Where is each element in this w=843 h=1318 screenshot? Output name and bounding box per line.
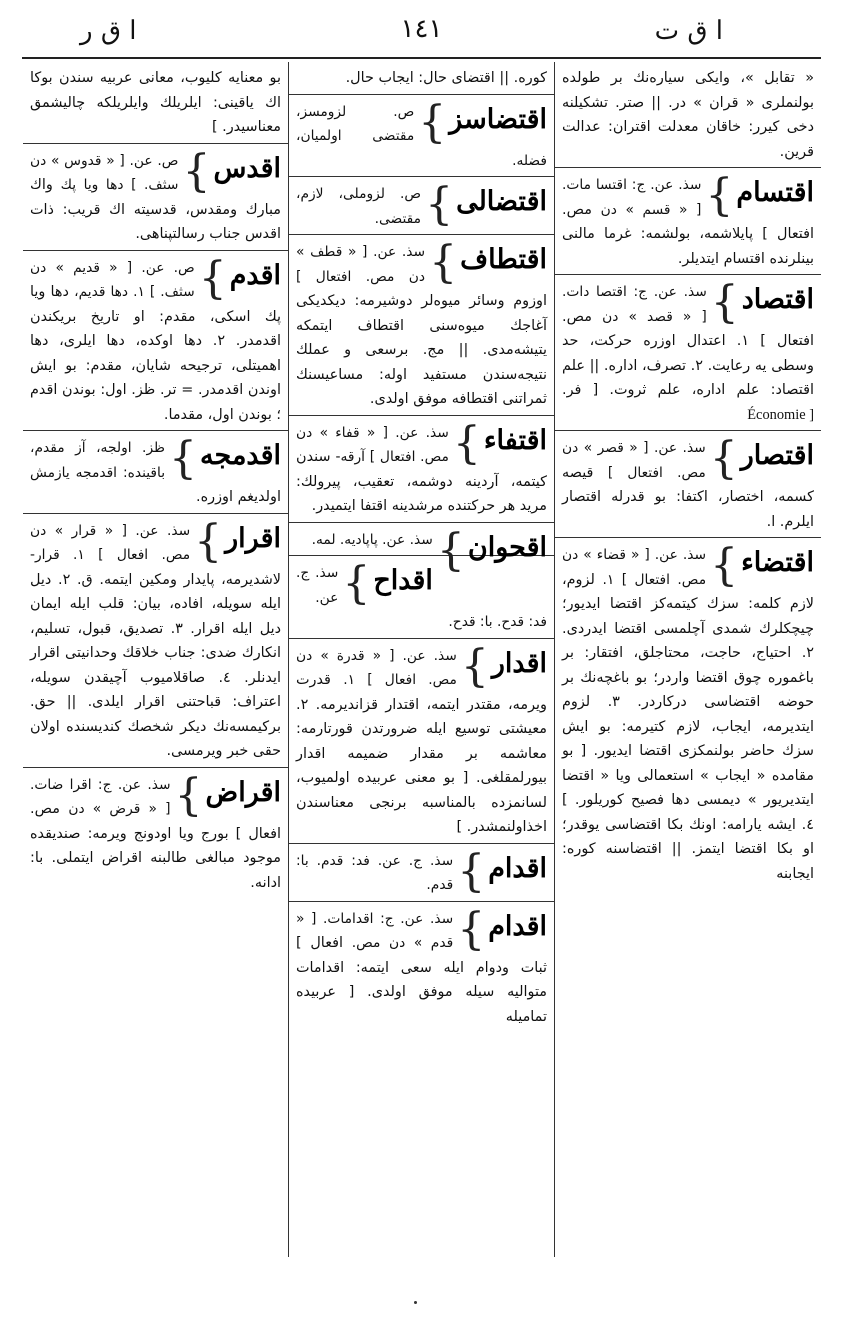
header-right-guide-letters: ا ق ت (654, 16, 723, 46)
brace-glyph: } (452, 417, 481, 469)
brace-glyph: } (429, 237, 458, 288)
header-left-guide-letters: ا ق ر (80, 16, 137, 46)
brace-glyph: } (169, 433, 198, 484)
dictionary-entry (296, 96, 547, 174)
dictionary-entry (562, 433, 814, 534)
entry-grammar: سذ. عن. [ « قفاء » دن مص. افتعال ] آرقه- (296, 424, 449, 465)
entry-definition: قیصه کسمه، اختصار، اکتفا: بو قدرله اقتصار ایلرم. ا. (562, 464, 814, 530)
entry-headword: اقرار (225, 522, 281, 554)
entry-definition: لزوم، لازم کلمه: سزك کیتمه‌کز اقتضا ایدیور؛ چیچکلرك شمدی آچلمسی اقتضا ایدردی. ٢. احتیاج، حاجت، محتاجلق، افتقار: بر باغموره چوق اقتضا واردر؛ بو باغچه‌نك بر حوضه اقتضاسی درکاردر. ٣. لزوم ایتدیرمه، ایجاب، لازم کتیرمه: بو ایش سزك حاضر بولنمکزی اقتضا ایدیور. [ بو مقامده « ایجاب » استعمالی ویا « اقتضا ایتدیریور » دیمسی دها فصیح کوریلور. ] ٤. ایشه یارامه: اونك بکا اقتضاسی یوقدر؛ او بکا اقتضا ایتمز. || اقتضاسنه کوره: ایجابنه (562, 571, 814, 882)
entry-divider (555, 430, 821, 431)
entry-divider (555, 274, 821, 275)
entry-headword: اقتسام (736, 177, 814, 208)
entry-headword: اقتصاد (741, 284, 814, 315)
brace-glyph: } (342, 558, 371, 609)
entry-divider (289, 901, 554, 902)
entry-divider (289, 522, 554, 523)
entry-divider (23, 250, 288, 251)
dictionary-entry (30, 145, 281, 247)
brace-glyph: } (182, 145, 211, 197)
brace-glyph: } (457, 845, 486, 897)
entry-headword: اقتضالی (456, 186, 547, 217)
entry-headword: اقتصار (740, 440, 814, 471)
entry-grammar: سذ. عن. ج: اقتسا مات. [ « قسم » دن (562, 177, 702, 218)
entry-divider (289, 415, 554, 416)
entry-definition: اولدیغم اوزره. (196, 489, 281, 505)
entry-grammar: ظز. اولجه، آز مقدم، باقینده: اقدمجه یازمش (30, 440, 166, 481)
entry-definition: واك مبارك ومقدس، قدسیته اك قریب: ذات اقدس جناب رسالتپناهی. (30, 177, 281, 242)
column-right (555, 62, 821, 1257)
dictionary-entry (296, 640, 547, 840)
entry-definition: مص. افتعال ] ١. اعتدال اوزره حرکت، حد وسطی یه رعایت. ٢. تصرف، اداره. || علم اقتصاد: علم اداره، علم ثروت. [ فر. (562, 308, 815, 398)
entry-divider (23, 430, 288, 431)
brace-glyph: } (709, 433, 738, 484)
dictionary-entry (296, 179, 547, 231)
entry-divider (289, 638, 554, 639)
entry-headword: اقدم (229, 259, 281, 291)
dictionary-entry (562, 540, 814, 886)
entry-grammar: ص. عن. [ « قدوس » دن سثف. ] دها ویا پك (30, 152, 179, 193)
entry-definition: لاشدیرمه، پایدار ومکین ایتمه. ق. ٢. دیل ایله سویله، افاده، بیان: قلب ایله ایمان دیل ایله اقرار. ٣. تصدیق، قبول، تسلیم، انکارك ضدی: جناب خلاقك وحدانیتی اقرار ایدنلر. ٤. صاقلامیوب آچیقدن سویله، اعتراف: قباحتنی اقرار ایلدی. || حق. برکیمسه‌نك دیکر شخصك کندیسنده اولان حقی خبر ویرمسی. (30, 571, 282, 759)
entry-divider (23, 767, 288, 768)
footer-mark (414, 1301, 417, 1304)
entry-definition: « تقابل »، وایکی سیاره‌نك بر طولده بولنملری « قران » در. || صتر. تشکیلنه دخی کیرر: خاقان معدلت اقتران: عدالت قرین. (562, 70, 814, 160)
entry-grammar: سذ. ج. عن. فد: قدم. با: قدم. (296, 852, 454, 893)
brace-glyph: } (460, 640, 489, 692)
column-middle (289, 62, 555, 1257)
entry-definition: سندن کیتمه، آردینه دوشمه، تعقیب، پیرولك: مرید هر حرکتنده مرشدینه اقتفا ایتمیدر. (296, 449, 547, 514)
brace-glyph: } (457, 903, 486, 955)
column-left (23, 62, 289, 1257)
entry-headword: اقداح (373, 565, 433, 596)
entry-divider (289, 234, 554, 235)
entry-grammar: سذ. عن. [ « قضاء » دن مص. افتعال ] ١. (562, 547, 707, 588)
dictionary-entry (562, 170, 814, 271)
dictionary-entry (296, 66, 547, 91)
entry-divider (555, 167, 821, 168)
entry-divider (23, 143, 288, 144)
brace-glyph: } (425, 179, 454, 230)
entry-grammar: سذ. عن. [ « قرار » دن مص. افعال ] ١. قرار- (30, 522, 191, 563)
entry-headword: اقدام (488, 852, 547, 884)
entry-headword: اقحوان (467, 531, 547, 563)
entry-divider (23, 513, 288, 514)
entry-definition: مص. افعال ] بورج ویا اودونج ویرمه: صندیقده موجود مبالغی طالبنه اقراض ایتملی. با: ادانه. (30, 801, 281, 891)
dictionary-entry (296, 558, 547, 635)
entry-definition: دها ویا پك اسکی، مقدم: او تاریخ بریکندن اقدمدر. ٢. دها اوکده، دها ایلری، دها اهمیتلی، ترجیحه شایان، مقدم: بو ایش اوندن اقدمدر. = تر. ظز. اول: بوندن اقدم ؛ بوندن اول، مقدما. (30, 284, 281, 423)
brace-glyph: } (436, 524, 465, 576)
brace-glyph: } (198, 252, 227, 304)
entry-headword: اقدار (491, 647, 547, 679)
entry-grammar: ص. لزوملی، لازم، مقتضی. (296, 186, 422, 227)
brace-glyph: } (710, 540, 739, 591)
entry-definition: بو معنایه کلیوب، معانی عربیه سندن بوکا اك یاقینی: ایلریلك وایلریلکه چالیشمق معناسیدر. ] (30, 70, 281, 135)
dictionary-entry (30, 769, 281, 896)
dictionary-entry (30, 66, 281, 140)
brace-glyph: } (418, 96, 447, 148)
dictionary-entry (30, 515, 282, 764)
dictionary-entry (30, 433, 281, 510)
entry-grammar: ص. لزومسز، مقتضی اولمیان، فضله. (296, 103, 547, 169)
entry-grammar: سذ. عن. [ « قدرة » دن مص. افعال ] ١. (296, 647, 457, 688)
entry-grammar: ص. عن. [ « قدیم » دن سثف. ] ١. دها قدیم، (30, 259, 195, 300)
entry-divider (289, 176, 554, 177)
entry-grammar: سذ. ج. عن. فد: قدح. با: قدح. (296, 565, 547, 630)
entry-grammar: سذ. عن. ج: اقتصا دات. [ « قصد » دن (562, 284, 707, 325)
entry-headword: اقتطاف (460, 244, 547, 275)
entry-grammar: سذ. عن. ج: اقدامات. [ « قدم » دن مص. (296, 910, 454, 951)
brace-glyph: } (174, 769, 203, 821)
page-header (20, 14, 823, 54)
dictionary-entry (296, 237, 547, 412)
entry-definition: افعال ] ثبات ودوام ایله سعی ایتمه: اقدامات متوالیه سیله موفق اولدی. [ عربیده تمامیله (296, 935, 547, 1025)
entry-divider (289, 94, 554, 95)
entry-headword: اقدس (213, 152, 281, 184)
header-rule (22, 57, 821, 59)
entry-grammar: سذ. عن. پاپادیه. لمه. (311, 531, 433, 548)
page-number: ١٤١ (400, 14, 443, 44)
entry-definition: کوره. || اقتضای حال: ایجاب حال. (345, 70, 547, 86)
dictionary-entry (562, 66, 814, 164)
dictionary-columns (22, 62, 821, 1257)
dictionary-entry (296, 524, 547, 576)
entry-headword: اقتضاسز (449, 103, 547, 135)
entry-headword: اقتضاء (741, 547, 814, 578)
entry-grammar: سذ. عن. [ « قصر » دن مص. افتعال ] (562, 440, 706, 481)
entry-definition: مص. افتعال ] پایلاشمه، بولشمه: غرما مالنی بینلرنده اقتسام ایتدیلر. (562, 201, 814, 267)
entry-latin-term: Économie ] (747, 406, 814, 423)
entry-headword: اقتفاء (483, 424, 547, 456)
brace-glyph: } (710, 277, 739, 328)
brace-glyph: } (705, 170, 734, 221)
dictionary-entry (30, 252, 281, 428)
entry-divider (555, 537, 821, 538)
dictionary-entry (296, 845, 547, 898)
entry-headword: اقدمجه (200, 440, 281, 471)
dictionary-entry (562, 277, 815, 427)
dictionary-entry (296, 417, 547, 519)
entry-definition: اوزوم وسائر میوه‌لر دوشیرمه: دیکدیکی آغاجك میوه‌سنی اقتطاف ایتمکه یتیشه‌مدی. || مج. برسعی و عملك نتیجه‌سندن مستفید اوله: مساعیسنك ثمراتنی اقتطافه موفق اولدی. (296, 293, 547, 407)
brace-glyph: } (194, 515, 223, 567)
dictionary-entry (296, 903, 547, 1030)
entry-headword: اقدام (488, 910, 547, 942)
entry-grammar: سذ. عن. [ « قطف » دن مص. افتعال ] (296, 244, 426, 285)
entry-divider (289, 843, 554, 844)
entry-headword: اقراض (205, 776, 281, 808)
entry-definition: قدرت ویرمه، مقتدر ایتمه، اقتدار قزاندیرمه. ٢. معیشتی توسیع ایله ضرورتدن قورتارمه: معاشمه بر مقدار ضمیمه اقدار بیورلمقلغی. [ بو معنی عربیده اولمیوب، لسانمزده بالمناسبه برنجی معناسندن اخذاولنمشدر. ] (296, 672, 547, 835)
entry-grammar: سذ. عن. ج: اقرا ضات. [ « قرض » دن (30, 776, 171, 817)
